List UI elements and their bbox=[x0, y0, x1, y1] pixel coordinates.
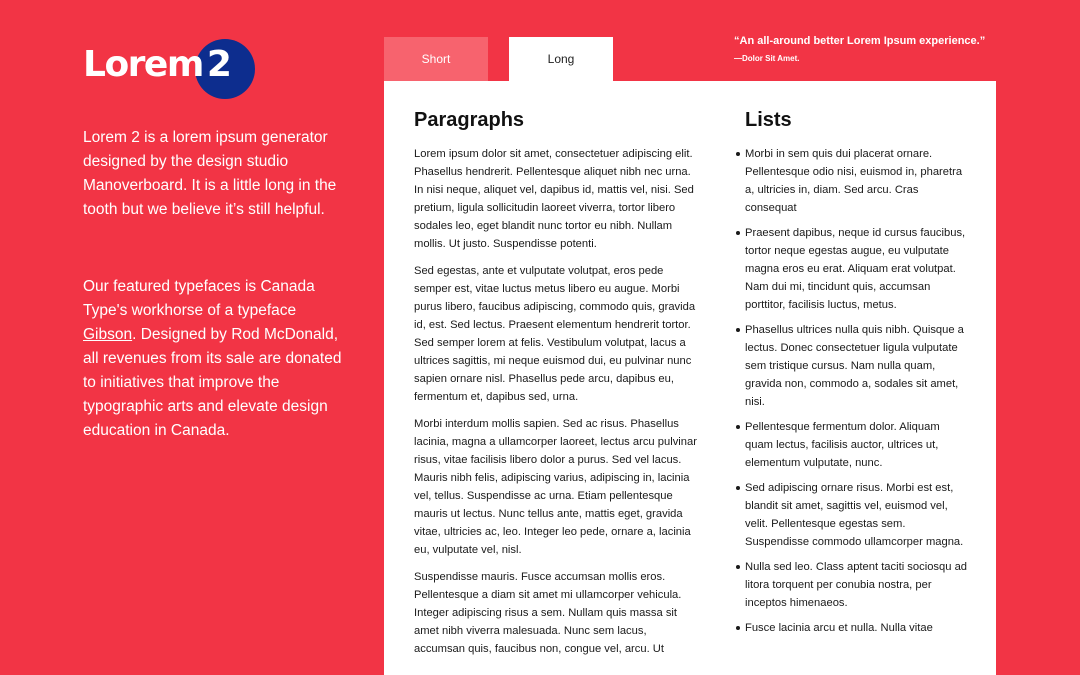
bullet-icon bbox=[736, 425, 740, 429]
logo-word: Lorem bbox=[83, 44, 203, 85]
bullet-icon bbox=[736, 152, 740, 156]
logo-text bbox=[83, 43, 230, 87]
list-item-text: Fusce lacinia arcu et nulla. Nulla vitae bbox=[745, 622, 933, 634]
paragraphs-list bbox=[414, 145, 699, 667]
paragraph: Sed egestas, ante et vulputate volutpat, eros pede semper est, vitae luctus metus libero eu augue. Morbi purus libero, faucibus adipiscing, commodo quis, gravida id, est. Sed lectus. Praesent elementum hendrerit tortor. Sed semper lorem at felis. Vestibulum volutpat, lacus a ultrices sagittis, mi neque euismod dui, eu pulvinar nunc sapien ornare nisl. Phasellus pede arcu, dapibus eu, fermentum et, dapibus sed, urna. bbox=[414, 265, 696, 403]
tab-short[interactable]: Short bbox=[384, 37, 488, 81]
list-item-text: Phasellus ultrices nulla quis nibh. Quisque a lectus. Donec consectetuer ligula vulputate sem tristique cursus. Nam nulla quam, gravida non, commodo a, sodales sit amet, nisi. bbox=[745, 324, 964, 408]
list-item-text: Pellentesque fermentum dolor. Aliquam quam lectus, facilisis auctor, ultrices ut, elementum vulputate, nunc. bbox=[745, 421, 940, 469]
list-item-text: Praesent dapibus, neque id cursus faucibus, tortor neque egestas augue, eu vulputate magna eros eu erat. Aliquam erat volutpat. Nam dui mi, tincidunt quis, accumsan porttitor, facilisis luctus, metus. bbox=[745, 227, 966, 311]
tab-long[interactable]: Long bbox=[509, 37, 613, 81]
bullet-icon bbox=[736, 626, 740, 630]
intro-text-before: Our featured typefaces is Canada Type's workhorse of a typeface bbox=[83, 278, 315, 319]
gibson-link[interactable]: Gibson bbox=[83, 326, 133, 343]
quote-text: “An all-around better Lorem Ipsum experience.” bbox=[734, 35, 986, 47]
paragraph: Morbi interdum mollis sapien. Sed ac risus. Phasellus lacinia, magna a ullamcorper laoreet, lectus arcu pulvinar risus, vitae facilisis libero dolor a purus. Sed vel lacus. Mauris nibh felis, adipiscing varius, adipiscing in, lacinia vel, tellus. Suspendisse ac urna. Etiam pellentesque mauris ut lectus. Nunc tellus ante, mattis eget, gravida vitae, ultricies ac, leo. Integer leo pede, ornare a, lacinia eu, vulputate vel, nisl. bbox=[414, 418, 697, 556]
paragraphs-title: Paragraphs bbox=[414, 109, 525, 131]
content-panel bbox=[384, 81, 996, 675]
intro-paragraph-2 bbox=[83, 275, 348, 443]
bullet-icon bbox=[736, 486, 740, 490]
list-item bbox=[745, 558, 970, 612]
list-item bbox=[745, 145, 970, 217]
intro-paragraph-1: Lorem 2 is a lorem ipsum generator designed by the design studio Manoverboard. It is a little long in the tooth but we believe it’s still helpful. bbox=[83, 129, 337, 218]
bullet-icon bbox=[736, 231, 740, 235]
logo-number: 2 bbox=[206, 44, 231, 85]
list-item bbox=[745, 321, 970, 411]
list-item-text: Sed adipiscing ornare risus. Morbi est est, blandit sit amet, sagittis vel, euismod vel, velit. Pellentesque egestas sem. Suspendisse commodo ullamcorper magna. bbox=[745, 482, 964, 548]
paragraph: Suspendisse mauris. Fusce accumsan mollis eros. Pellentesque a diam sit amet mi ullamcorper vehicula. Integer adipiscing risus a sem. Nullam quis massa sit amet nibh viverra malesuada. Nunc sem lacus, accumsan quis, faucibus non, congue vel, arcu. Ut bbox=[414, 571, 682, 655]
list-item bbox=[745, 224, 970, 314]
bullet-icon bbox=[736, 328, 740, 332]
bullet-list bbox=[745, 145, 970, 644]
list-item bbox=[745, 418, 970, 472]
list-item bbox=[745, 619, 970, 637]
quote-author: —Dolor Sit Amet. bbox=[734, 54, 800, 63]
bullet-icon bbox=[736, 565, 740, 569]
list-item bbox=[745, 479, 970, 551]
logo[interactable] bbox=[83, 40, 258, 98]
lists-title: Lists bbox=[745, 109, 792, 131]
intro-text-after: . Designed by Rod McDonald, all revenues from its sale are donated to initiatives that improve the typographic arts and elevate design education in Canada. bbox=[83, 326, 342, 439]
list-item-text: Nulla sed leo. Class aptent taciti sociosqu ad litora torquent per conubia nostra, per inceptos himenaeos. bbox=[745, 561, 968, 609]
list-item-text: Morbi in sem quis dui placerat ornare. Pellentesque odio nisi, euismod in, pharetra a, ultricies in, diam. Sed arcu. Cras consequat bbox=[745, 148, 963, 214]
paragraph: Lorem ipsum dolor sit amet, consectetuer adipiscing elit. Phasellus hendrerit. Pellentesque aliquet nibh nec urna. In nisi neque, aliquet vel, dapibus id, mattis vel, nisi. Sed pretium, ligula sollicitudin laoreet viverra, tortor libero sodales leo, eget blandit nunc tortor eu nibh. Nullam mollis. Ut justo. Suspendisse potenti. bbox=[414, 148, 694, 250]
